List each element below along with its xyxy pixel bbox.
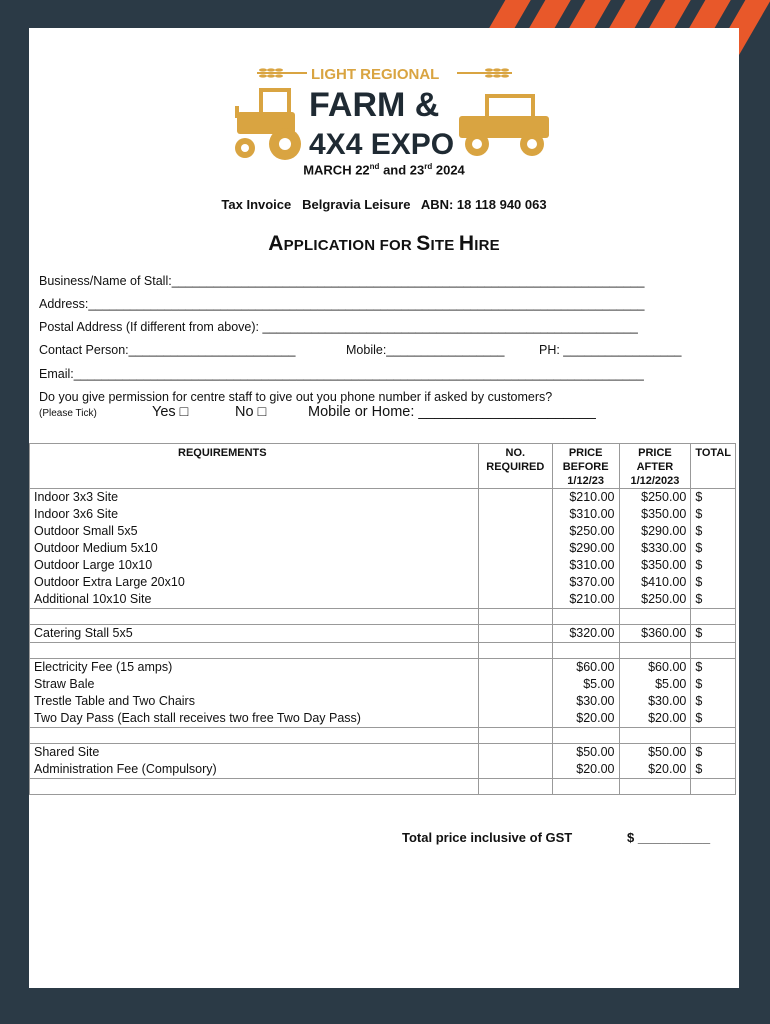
list-item: Electricity Fee (15 amps) xyxy=(34,660,173,674)
price-before-cell: $210.00 $310.00 $250.00 $290.00 $310.00 $370.00 $210.00 xyxy=(552,489,619,609)
svg-text:LIGHT REGIONAL: LIGHT REGIONAL xyxy=(311,66,440,83)
postal-address-field[interactable]: Postal Address (If different from above): ______________________________________________________ xyxy=(39,320,638,334)
email-field[interactable]: Email:__________________________________________________________________________________ xyxy=(39,367,644,381)
please-tick-note: (Please Tick) xyxy=(39,408,97,419)
quantity-input[interactable] xyxy=(478,744,552,779)
table-row-group-shared xyxy=(30,744,736,779)
permission-question: Do you give permission for centre staff to give out you phone number if asked by customers? xyxy=(39,390,553,404)
header-requirements: REQUIREMENTS xyxy=(30,444,479,489)
items-cell xyxy=(30,659,479,728)
header-no-required: NO. REQUIRED xyxy=(478,444,552,489)
svg-text:FARM &: FARM & xyxy=(309,86,440,124)
page-title: APPLICATION FOR SITE HIRE xyxy=(268,232,500,255)
table-spacer-row xyxy=(30,728,736,744)
table-spacer-row xyxy=(30,779,736,795)
requirements-table xyxy=(29,443,736,795)
total-cell[interactable]: $ xyxy=(691,625,736,643)
list-item: Administration Fee (Compulsory) xyxy=(34,762,217,776)
table-spacer-row xyxy=(30,643,736,659)
table-header-row xyxy=(30,444,736,489)
quantity-input[interactable] xyxy=(478,625,552,643)
header-total: TOTAL xyxy=(691,444,736,489)
quantity-input[interactable] xyxy=(478,659,552,728)
header-price-after: PRICE AFTER 1/12/2023 xyxy=(619,444,691,489)
jeep-icon xyxy=(459,96,549,156)
invoice-sheet xyxy=(29,28,739,988)
table-spacer-row xyxy=(30,609,736,625)
yes-checkbox[interactable]: Yes □ xyxy=(152,404,189,420)
svg-text:4X4 EXPO: 4X4 EXPO xyxy=(309,128,455,161)
tractor-icon xyxy=(235,90,301,160)
business-name-field[interactable]: Business/Name of Stall:____________________________________________________________________ xyxy=(39,274,645,288)
list-item: Additional 10x10 Site xyxy=(34,592,152,606)
price-before-cell: $60.00 $5.00 $30.00 $20.00 xyxy=(552,659,619,728)
total-cell[interactable]: $ $ xyxy=(691,744,736,779)
list-item: Indoor 3x3 Site xyxy=(34,490,119,504)
list-item: Two Day Pass (Each stall receives two free Two Day Pass) xyxy=(34,711,361,725)
total-cell[interactable]: $ $ $ $ xyxy=(691,659,736,728)
table-row-group-extras xyxy=(30,659,736,728)
list-item: Outdoor Medium 5x10 xyxy=(34,541,158,555)
list-item: Trestle Table and Two Chairs xyxy=(34,694,195,708)
table-row-group-sites xyxy=(30,489,736,609)
list-item: Catering Stall 5x5 xyxy=(34,626,133,640)
total-price-label: Total price inclusive of GST xyxy=(402,830,573,845)
total-cell[interactable]: $ $ $ $ $ $ $ xyxy=(691,489,736,609)
no-checkbox[interactable]: No □ xyxy=(235,404,267,420)
mobile-or-home-field[interactable]: Mobile or Home: ______________________ xyxy=(308,404,596,420)
items-cell xyxy=(30,625,479,643)
list-item: Outdoor Small 5x5 xyxy=(34,524,138,538)
price-after-cell: $360.00 xyxy=(619,625,691,643)
items-cell xyxy=(30,489,479,609)
header-price-before: PRICE BEFORE 1/12/23 xyxy=(552,444,619,489)
quantity-input[interactable] xyxy=(478,489,552,609)
price-before-cell: $320.00 xyxy=(552,625,619,643)
address-field[interactable]: Address:________________________________________________________________________________ xyxy=(39,297,645,311)
event-dates: MARCH 22nd and 23rd 2024 xyxy=(303,162,465,178)
list-item: Outdoor Extra Large 20x10 xyxy=(34,575,185,589)
table-row-group-catering xyxy=(30,625,736,643)
phone-field[interactable]: PH: _________________ xyxy=(539,343,682,357)
list-item: Shared Site xyxy=(34,745,100,759)
list-item: Outdoor Large 10x10 xyxy=(34,558,153,572)
expo-logo xyxy=(227,62,557,172)
list-item: Indoor 3x6 Site xyxy=(34,507,119,521)
items-cell xyxy=(30,744,479,779)
total-price-field[interactable]: $ __________ xyxy=(627,830,711,845)
contact-person-field[interactable]: Contact Person:________________________ xyxy=(39,343,296,357)
price-after-cell: $50.00 $20.00 xyxy=(619,744,691,779)
tax-invoice-line: Tax Invoice Belgravia Leisure ABN: 18 118 940 063 xyxy=(221,197,547,212)
mobile-field[interactable]: Mobile:_________________ xyxy=(346,343,505,357)
price-after-cell: $60.00 $5.00 $30.00 $20.00 xyxy=(619,659,691,728)
price-before-cell: $50.00 $20.00 xyxy=(552,744,619,779)
price-after-cell: $250.00 $350.00 $290.00 $330.00 $350.00 $410.00 $250.00 xyxy=(619,489,691,609)
list-item: Straw Bale xyxy=(34,677,95,691)
